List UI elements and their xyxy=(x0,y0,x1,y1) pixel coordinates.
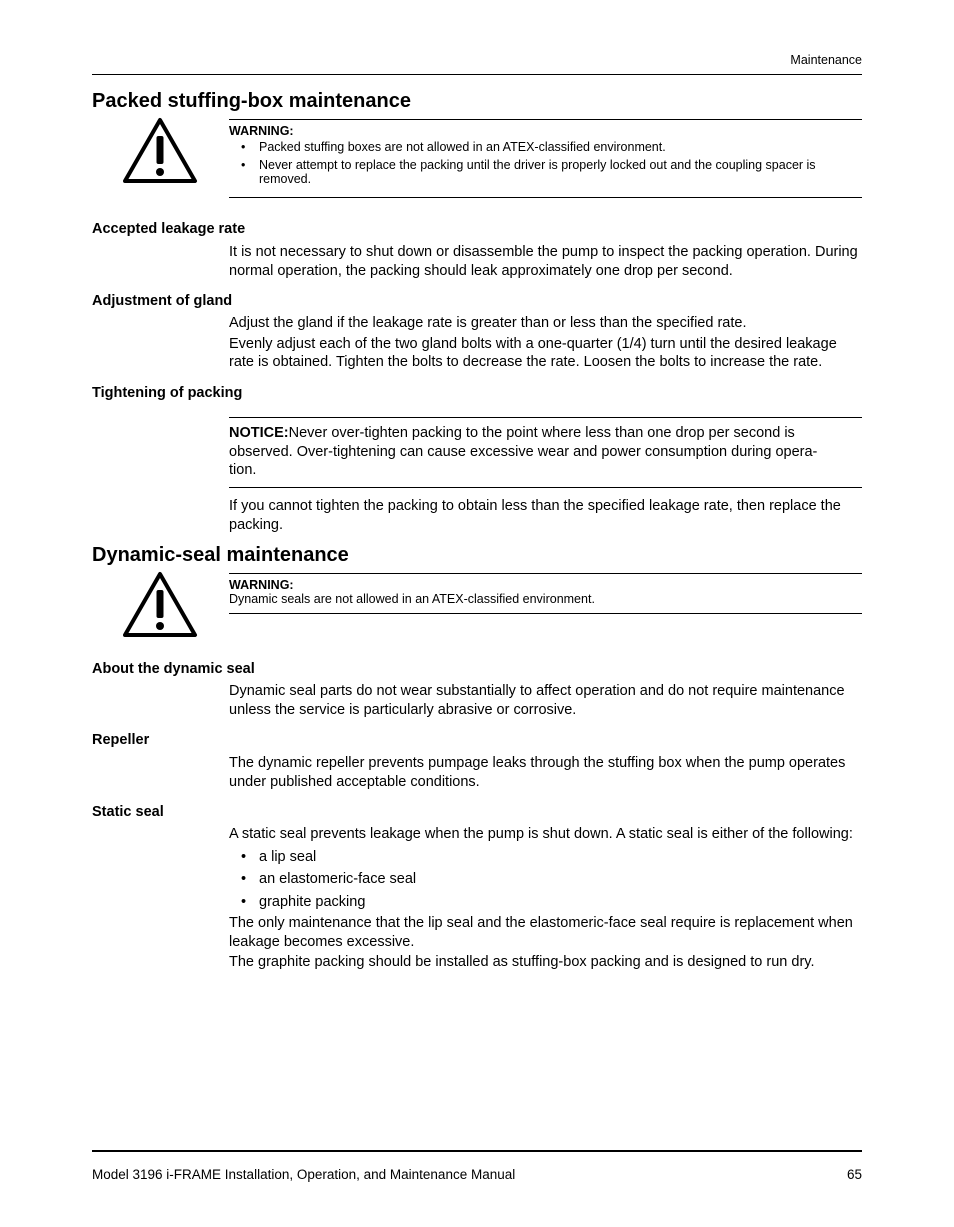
paragraph: If you cannot tighten the packing to obtain less than the specified leakage rate, then replace the packing. xyxy=(229,498,841,533)
gland-text xyxy=(229,314,862,372)
static-seal-list xyxy=(229,848,862,912)
warning-box-dynamic xyxy=(229,573,862,614)
warning-label: WARNING: xyxy=(229,578,294,592)
heading-adjustment-gland: Adjustment of gland xyxy=(92,293,233,309)
heading-tightening-packing: Tightening of packing xyxy=(92,385,243,401)
warning-triangle-icon xyxy=(122,570,198,638)
tightening-text xyxy=(229,497,862,534)
about-text xyxy=(229,682,862,719)
header-rule xyxy=(92,74,862,75)
section-title-packed: Packed stuffing-box maintenance xyxy=(92,90,411,112)
paragraph: Evenly adjust each of the two gland bolts with a one-quarter (1/4) turn until the desired leakage rate is obtained. Tighten the bolts to decrease the rate. Loosen the bolts to increase the rate. xyxy=(229,335,837,370)
warning-label: WARNING: xyxy=(229,124,294,138)
footer-rule xyxy=(92,1150,862,1152)
heading-static-seal: Static seal xyxy=(92,804,164,820)
paragraph: Adjust the gland if the leakage rate is greater than or less than the specified rate. xyxy=(229,315,747,331)
list-item: • graphite packing xyxy=(229,893,862,912)
heading-accepted-leakage: Accepted leakage rate xyxy=(92,221,246,237)
notice-text: Never over-tighten packing to the point where less than one drop per second is observed. Over-tightening can cause excessive wear and power consumption during opera-tion. xyxy=(229,425,818,478)
warning-triangle-icon xyxy=(122,116,198,184)
warning-text: Dynamic seals are not allowed in an ATEX-classified environment. xyxy=(229,592,595,606)
warning-list xyxy=(229,140,862,186)
paragraph: The dynamic repeller prevents pumpage leaks through the stuffing box when the pump operates under published acceptable conditions. xyxy=(229,755,846,790)
section-title-dynamic: Dynamic-seal maintenance xyxy=(92,544,349,566)
page-number: 65 xyxy=(846,1167,862,1182)
accepted-leakage-text xyxy=(229,243,862,280)
notice-label: NOTICE: xyxy=(229,425,289,441)
repeller-text xyxy=(229,754,862,791)
warning-box-packed xyxy=(229,119,862,198)
paragraph: A static seal prevents leakage when the pump is shut down. A static seal is either of the following: xyxy=(229,826,853,842)
paragraph: The only maintenance that the lip seal and the elastomeric-face seal require is replacement when leakage becomes excessive. xyxy=(229,915,853,950)
warning-item: • Packed stuffing boxes are not allowed in an ATEX-classified environment. xyxy=(229,140,862,154)
heading-about-dynamic-seal: About the dynamic seal xyxy=(92,661,255,677)
paragraph: It is not necessary to shut down or disassemble the pump to inspect the packing operation. During normal operation, the packing should leak approximately one drop per second. xyxy=(229,244,858,279)
running-header: Maintenance xyxy=(790,53,862,67)
footer-manual-title: Model 3196 i-FRAME Installation, Operation, and Maintenance Manual xyxy=(92,1167,516,1182)
warning-item: • Never attempt to replace the packing until the driver is properly locked out and the coupling spacer is removed. xyxy=(229,158,862,186)
notice-box xyxy=(229,417,862,488)
paragraph: Dynamic seal parts do not wear substantially to affect operation and do not require maintenance unless the service is particularly abrasive or corrosive. xyxy=(229,683,845,718)
list-item: • a lip seal xyxy=(229,848,862,867)
list-item: • an elastomeric-face seal xyxy=(229,870,862,889)
static-seal-text xyxy=(229,825,862,972)
paragraph: The graphite packing should be installed as stuffing-box packing and is designed to run dry. xyxy=(229,954,815,970)
heading-repeller: Repeller xyxy=(92,732,150,748)
